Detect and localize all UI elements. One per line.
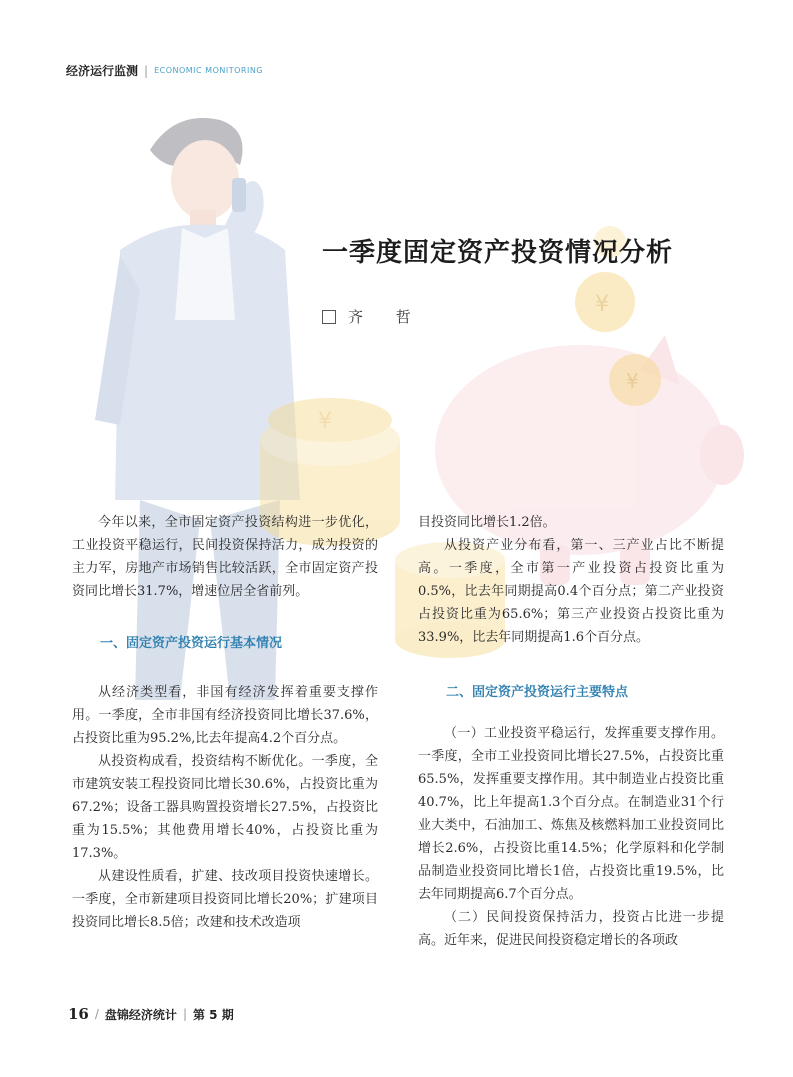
author-box-icon xyxy=(322,310,336,324)
header-divider: | xyxy=(144,63,149,78)
svg-text:¥: ¥ xyxy=(318,409,332,434)
paragraph: 从经济类型看，非国有经济发挥着重要支撑作用。一季度，全市非国有经济投资同比增长37.6%，占投资比重为95.2%,比去年提高4.2个百分点。 xyxy=(72,685,378,746)
paragraph: 从投资构成看，投资结构不断优化。一季度，全市建筑安装工程投资同比增长30.6%，占投资比重为67.2%；设备工器具购置投资增长27.5%，占投资比重为15.5%；其他费用增长40%，占投资比重为17.3%。 xyxy=(72,754,378,861)
svg-text:¥: ¥ xyxy=(595,292,609,317)
svg-text:¥: ¥ xyxy=(626,369,639,393)
right-column-body xyxy=(418,722,724,952)
author-line xyxy=(322,306,425,327)
page-number: 16 xyxy=(68,1005,89,1023)
intro-paragraph xyxy=(72,511,378,603)
article-title: 一季度固定资产投资情况分析 xyxy=(322,238,674,268)
paragraph: （二）民间投资保持活力，投资占比进一步提高。近年来，促进民间投资稳定增长的各项政 xyxy=(418,910,724,948)
paragraph: （一）工业投资平稳运行，发挥重要支撑作用。一季度，全市工业投资同比增长27.5%，占投资比重65.5%，发挥重要支撑作用。其中制造业占投资比重40.7%，比上年提高1.3个百分点。在制造业31个行业大类中，石油加工、炼焦及核燃料加工业投资同比增长2.6%，占投资比重14.5%；化学原料和化学制品制造业投资同比增长1倍，占投资比重19.5%，比去年同期提高6.7个百分点。 xyxy=(418,726,724,902)
right-column-top xyxy=(418,511,724,649)
footer-slash: / xyxy=(94,1007,99,1021)
paragraph-continued: 目投资同比增长1.2倍。 xyxy=(418,515,556,530)
section-heading-2: 二、固定资产投资运行主要特点 xyxy=(446,685,629,700)
section-name: 经济运行监测 xyxy=(66,64,139,78)
section-heading-1: 一、固定资产投资运行基本情况 xyxy=(100,636,283,651)
paragraph: 从建设性质看，扩建、技改项目投资快速增长。一季度，全市新建项目投资同比增长20%；扩建项目投资同比增长8.5倍；改建和技术改造项 xyxy=(72,869,378,930)
paragraph: 今年以来，全市固定资产投资结构进一步优化，工业投资平稳运行，民间投资保持活力，成为投资的主力军，房地产市场销售比较活跃，全市固定资产投资同比增长31.7%，增速位居全省前列。 xyxy=(72,515,378,599)
left-column-body xyxy=(72,681,378,934)
paragraph: 从投资产业分布看，第一、三产业占比不断提高。一季度，全市第一产业投资占投资比重为0.5%，比去年同期提高0.4个百分点；第二产业投资占投资比重为65.6%；第三产业投资占投资比重为33.9%，比去年同期提高1.6个百分点。 xyxy=(418,538,724,645)
journal-name: 盘锦经济统计 xyxy=(104,1007,177,1022)
businessman-illustration xyxy=(95,118,300,700)
issue-number: 第 5 期 xyxy=(192,1007,234,1022)
page-footer xyxy=(68,1005,234,1023)
author-name: 齐 哲 xyxy=(348,308,425,326)
footer-separator: | xyxy=(182,1007,187,1021)
section-name-en: ECONOMIC MONITORING xyxy=(154,66,263,75)
